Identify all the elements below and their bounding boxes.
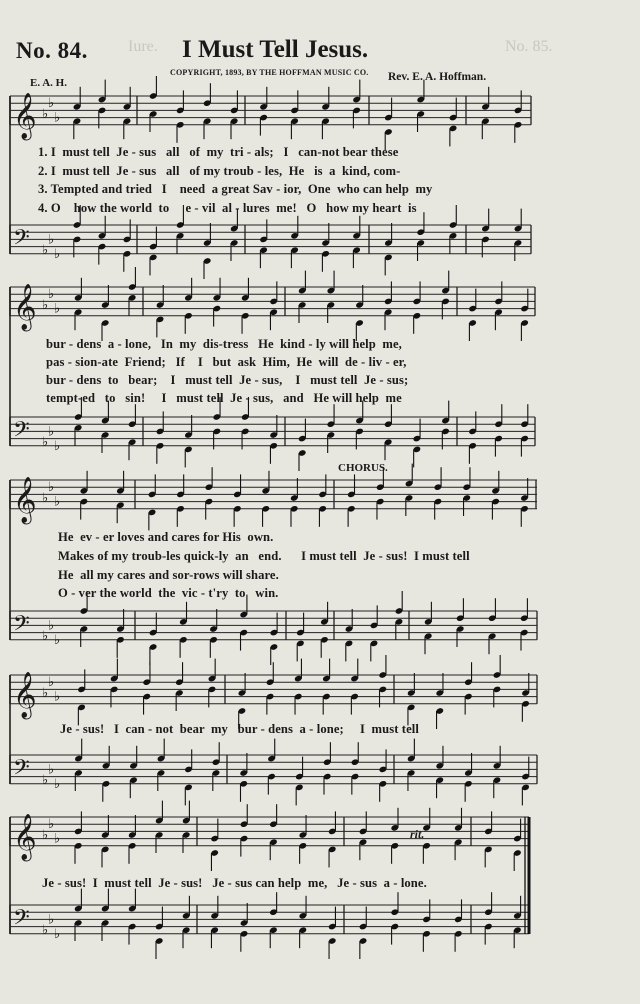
- flat-sign-icon: ♭: [48, 480, 55, 496]
- lyric-line: Je - sus! I can - not bear my bur - dens a - lone; I must tell: [60, 722, 419, 736]
- flat-sign-icon: ♭: [54, 301, 61, 317]
- flat-sign-icon: ♭: [54, 494, 61, 510]
- lyric-line: 4. O how the world to e - vil al - lures me! O how my heart is: [38, 201, 417, 215]
- chorus-label: CHORUS.: [338, 462, 388, 474]
- lyric-line: bur - dens a - lone, In my dis-tress He kind - ly will help me,: [46, 337, 402, 351]
- flat-sign-icon: ♭: [48, 287, 55, 303]
- lyric-line: 2. I must tell Je - sus all of my troub - les, He is a kind, com-: [38, 164, 401, 178]
- flat-sign-icon: ♭: [54, 438, 61, 454]
- lyric-line: pas - sion-ate Friend; If I but ask Him, He will de - liv - er,: [46, 355, 407, 369]
- bass-clef-icon: 𝄢: [13, 905, 30, 936]
- flat-sign-icon: ♭: [42, 629, 49, 645]
- flat-sign-icon: ♭: [42, 773, 49, 789]
- bass-clef-icon: 𝄢: [13, 611, 30, 642]
- bleed-through-text-right: No. 85.: [505, 38, 553, 55]
- lyric-line: 1. I must tell Je - sus all of my tri - als; I can-not bear these: [38, 145, 399, 159]
- flat-sign-icon: ♭: [54, 831, 61, 847]
- ritardando-marking: rit.: [410, 827, 425, 841]
- treble-clef-icon: 𝄞: [13, 813, 37, 860]
- bleed-through-text-left: Iure.: [128, 38, 158, 55]
- flat-sign-icon: ♭: [48, 817, 55, 833]
- bass-clef-icon: 𝄢: [13, 755, 30, 786]
- lyricist-name: Rev. E. A. Hoffman.: [388, 71, 487, 83]
- treble-clef-icon: 𝄞: [13, 283, 37, 330]
- flat-sign-icon: ♭: [48, 424, 55, 440]
- flat-sign-icon: ♭: [42, 243, 49, 259]
- treble-clef-icon: 𝄞: [13, 476, 37, 523]
- lyric-line: O - ver the world the vic - t'ry to win.: [58, 586, 279, 600]
- copyright-notice: COPYRIGHT, 1893, BY THE HOFFMAN MUSIC CO.: [170, 68, 369, 77]
- flat-sign-icon: ♭: [42, 107, 49, 122]
- lyric-line: Makes of my troub-les quick-ly an end. I must tell Je - sus! I must tell: [58, 549, 470, 563]
- lyric-line: Je - sus! I must tell Je - sus! Je - sus can help me, Je - sus a - lone.: [42, 876, 427, 890]
- lyric-line: bur - dens to bear; I must tell Je - sus, I must tell Je - sus;: [46, 373, 409, 387]
- flat-sign-icon: ♭: [48, 912, 55, 928]
- flat-sign-icon: ♭: [42, 923, 49, 939]
- flat-sign-icon: ♭: [42, 491, 49, 506]
- flat-sign-icon: ♭: [42, 686, 49, 701]
- flat-sign-icon: ♭: [42, 435, 49, 451]
- flat-sign-icon: ♭: [42, 828, 49, 843]
- composer-initials: E. A. H.: [30, 77, 67, 89]
- flat-sign-icon: ♭: [54, 776, 61, 792]
- flat-sign-icon: ♭: [54, 110, 61, 126]
- lyric-line: 3. Tempted and tried I need a great Sav - ior, One who can help my: [38, 182, 433, 196]
- treble-clef-icon: 𝄞: [13, 92, 37, 139]
- flat-sign-icon: ♭: [48, 675, 55, 691]
- lyric-line: He all my cares and sor-rows will share.: [58, 568, 279, 582]
- flat-sign-icon: ♭: [48, 232, 55, 248]
- treble-clef-icon: 𝄞: [13, 671, 37, 718]
- flat-sign-icon: ♭: [48, 96, 55, 112]
- hymn-title: I Must Tell Jesus.: [182, 36, 369, 63]
- flat-sign-icon: ♭: [48, 618, 55, 634]
- bass-clef-icon: 𝄢: [13, 225, 30, 256]
- flat-sign-icon: ♭: [54, 632, 61, 648]
- flat-sign-icon: ♭: [42, 298, 49, 313]
- bass-clef-icon: 𝄢: [13, 417, 30, 448]
- flat-sign-icon: ♭: [54, 689, 61, 705]
- lyric-line: tempt-ed to sin! I must tell Je - sus, and He will help me: [46, 391, 402, 405]
- flat-sign-icon: ♭: [48, 762, 55, 778]
- flat-sign-icon: ♭: [54, 926, 61, 942]
- hymn-number: No. 84.: [16, 38, 88, 63]
- flat-sign-icon: ♭: [54, 246, 61, 262]
- lyric-line: He ev - er loves and cares for His own.: [58, 530, 274, 544]
